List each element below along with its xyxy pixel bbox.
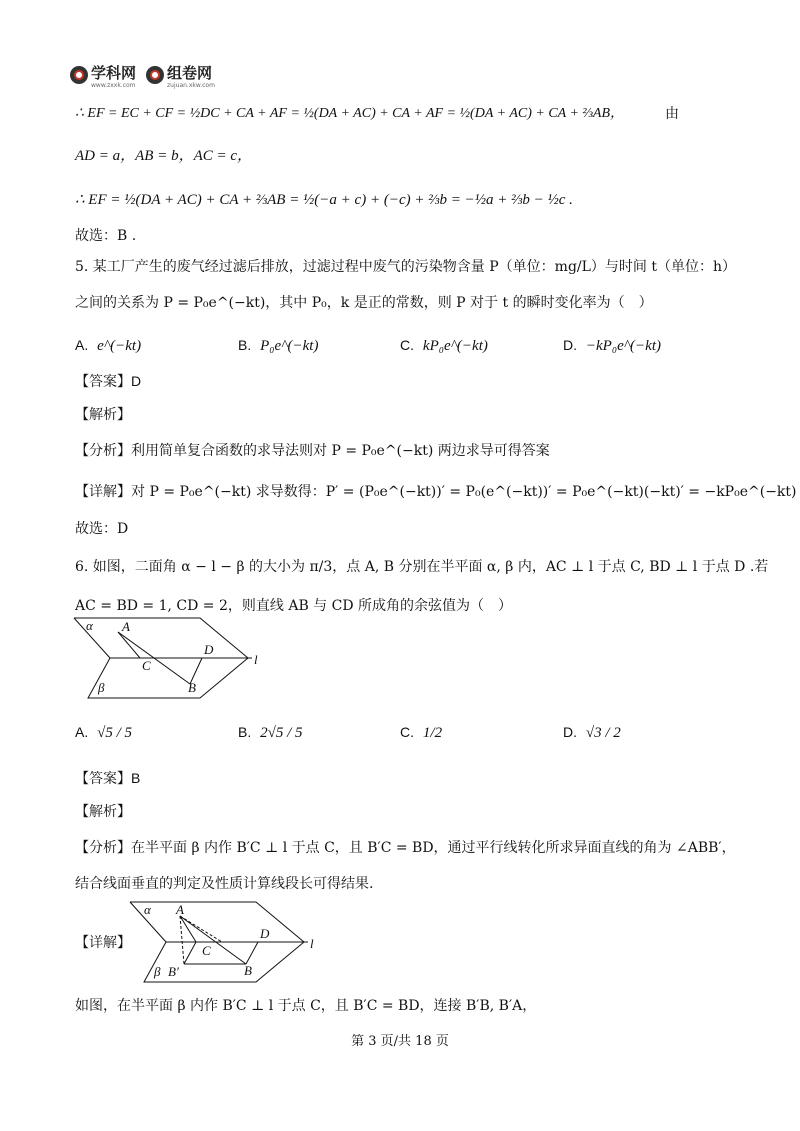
q4-line1: ∴ EF = EC + CF = ½DC + CA + AF = ½(DA + AC) + CA + AF = ½(DA + AC) + CA + ⅔AB，: [75, 106, 625, 121]
header-logos: [70, 63, 215, 89]
q5-option-a: A. e^(−kt): [75, 337, 142, 354]
plane-alpha-outline-2: [130, 902, 304, 942]
dihedral-angle-figure-2: [126, 898, 326, 986]
label-beta: β: [98, 680, 105, 695]
q5-detail: 【详解】对 P = P₀e^(−kt) 求导数得：P′ = (P₀e^(−kt))′ = P₀(e^(−kt))′ = P₀e^(−kt)(−kt)′ = −kP₀e^(−kt): [75, 484, 797, 500]
q5-answer: 【答案】D: [75, 373, 142, 389]
q6-analysis-title: 【解析】: [75, 803, 131, 819]
segment-ab-2: [180, 916, 246, 964]
label-c-2: C: [202, 943, 211, 958]
segment-bpc: [184, 942, 196, 964]
q5-analysis: 【分析】利用简单复合函数的求导法则对 P = P₀e^(−kt) 两边求导可得答案: [75, 443, 550, 459]
plane-beta-outline: [88, 658, 248, 698]
q5-stem-line1: 5. 某工厂产生的废气经过滤后排放，过滤过程中废气的污染物含量 P（单位：mg/L）与时间 t（单位：h）: [75, 259, 737, 275]
q6-answer: 【答案】B: [75, 770, 141, 786]
segment-ac-2: [180, 916, 196, 942]
segment-bd-2: [246, 942, 258, 964]
q5-option-b: B. P₀e^(−kt): [238, 337, 319, 354]
zujuan-logo: 组卷网 zujuan.xkw.com: [146, 62, 215, 89]
q6-option-a: A. √5 / 5: [75, 724, 133, 741]
q5-option-d: D. −kP₀e^(−kt): [563, 337, 661, 354]
label-a-2: A: [176, 902, 184, 917]
zxxk-logo-icon: [70, 66, 88, 84]
label-a: A: [122, 619, 130, 634]
q6-analysis-line1: 【分析】在半平面 β 内作 B′C ⊥ l 于点 C，且 B′C = BD，通过平行线转化所求异面直线的角为 ∠ABB′，: [75, 840, 736, 856]
label-alpha: α: [86, 618, 93, 633]
dihedral-angle-figure: [70, 612, 270, 702]
q6-stem-line1: 6. 如图，二面角 α − l − β 的大小为 π/3，点 A, B 分别在半平面 α, β 内，AC ⊥ l 于点 C, BD ⊥ l 于点 D .若: [75, 559, 769, 575]
label-l: l: [254, 652, 258, 667]
q5-stem-line2: 之间的关系为 P = P₀e^(−kt)，其中 P₀，k 是正的常数，则 P 对于 t 的瞬时变化率为（ ）: [75, 295, 653, 311]
label-b-2: B: [244, 963, 252, 978]
q6-option-d: D. √3 / 2: [563, 724, 621, 741]
segment-aux-dashed: [180, 916, 222, 942]
segment-abp-dashed: [180, 916, 184, 964]
label-b: B: [188, 680, 196, 695]
page-footer: 第 3 页/共 18 页: [351, 1034, 449, 1049]
zxxk-logo: 学科网 www.zxxk.com: [70, 62, 136, 89]
label-bprime: B′: [168, 964, 179, 979]
q4-line1-tail: 由: [665, 106, 679, 122]
q6-detail: 如图，在半平面 β 内作 B′C ⊥ l 于点 C，且 B′C = BD，连接 B′B, B′A，: [75, 998, 537, 1014]
label-c: C: [142, 658, 151, 673]
q5-option-c: C. kP₀e^(−kt): [400, 337, 488, 354]
q6-stem-line2: AC = BD = 1, CD = 2，则直线 AB 与 CD 所成角的余弦值为（ ）: [75, 598, 513, 614]
q6-option-b: B. 2√5 / 5: [238, 724, 303, 741]
q4-choice: 故选：B .: [75, 228, 137, 244]
label-d-2: D: [260, 926, 270, 941]
q5-choice: 故选：D: [75, 521, 129, 537]
plane-alpha-outline: [74, 618, 248, 658]
label-l-2: l: [310, 936, 314, 951]
zujuan-logo-icon: [146, 66, 164, 84]
label-d: D: [204, 642, 214, 657]
label-alpha-2: α: [144, 902, 151, 917]
label-beta-2: β: [154, 964, 161, 979]
q4-line2: AD = a，AB = b，AC = c，: [75, 148, 253, 164]
q6-detail-label: 【详解】: [75, 934, 131, 950]
q4-line3: ∴ EF = ½(DA + AC) + CA + ⅔AB = ½(−a + c) + (−c) + ⅔b = −½a + ⅔b − ½c .: [75, 192, 573, 208]
q6-analysis-line2: 结合线面垂直的判定及性质计算线段长可得结果.: [75, 876, 374, 892]
q5-analysis-title: 【解析】: [75, 406, 131, 422]
q6-option-c: C. 1/2: [400, 724, 443, 741]
